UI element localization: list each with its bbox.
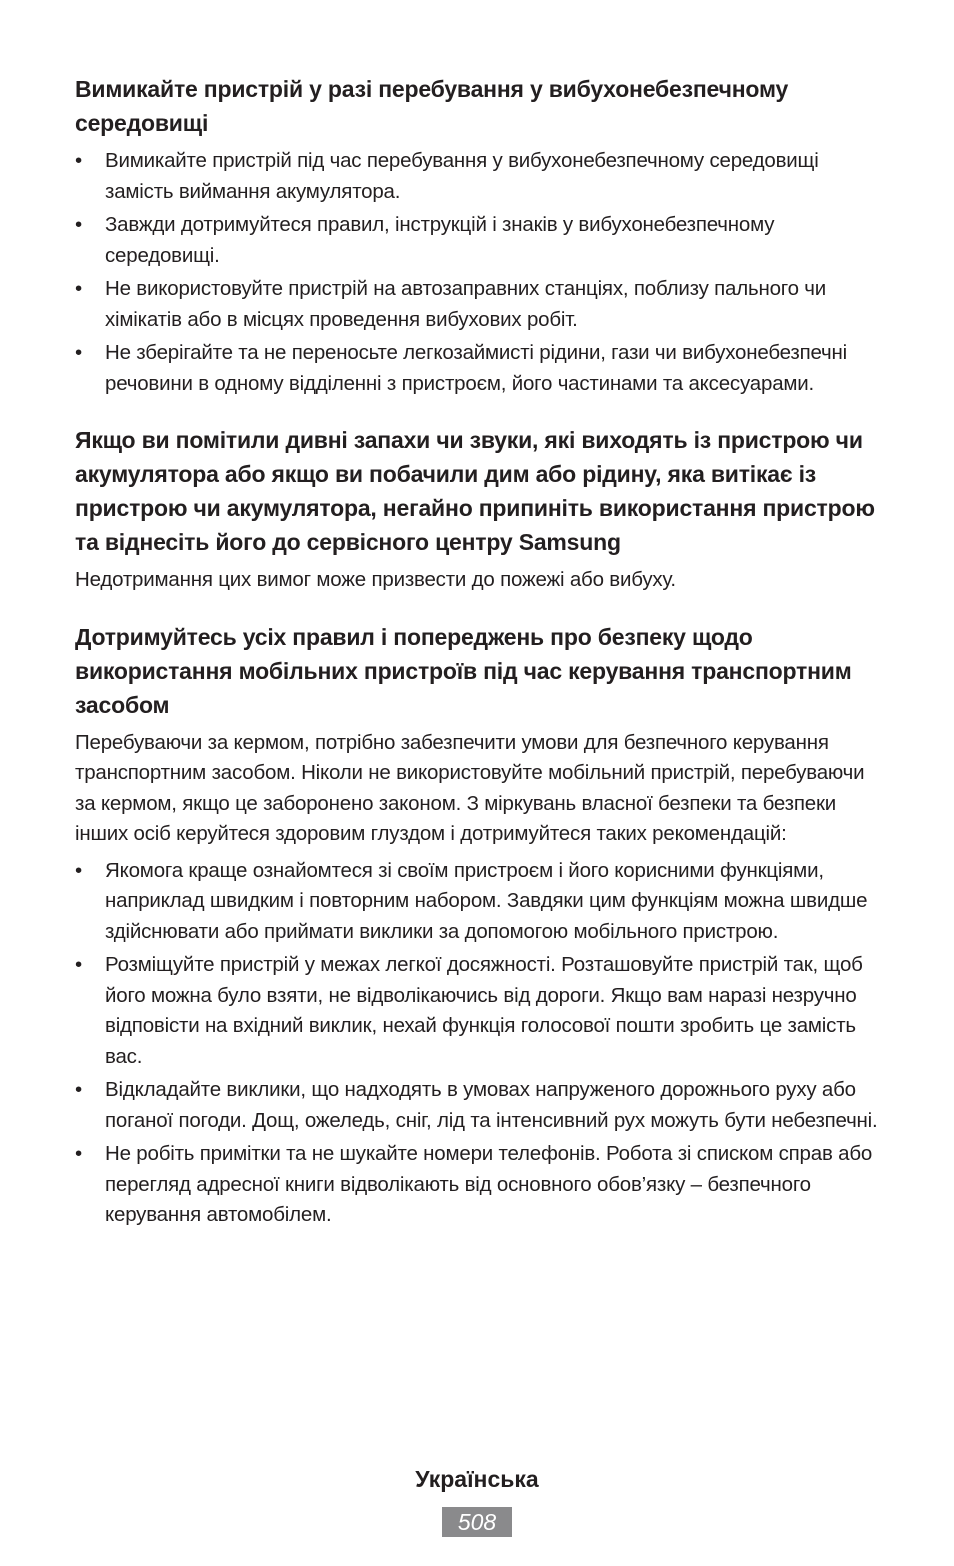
list-item-text: Якомога краще ознайомтеся зі своїм пристроєм і його корисними функціями, наприклад швидким і повторним набором. Завдяки цим функціям можна швидше здійснювати або приймати виклики за допомогою мобільного пристрою. [105, 858, 868, 943]
list-item [75, 210, 885, 271]
list-item [75, 1139, 885, 1231]
document-body [75, 72, 885, 1255]
section-paragraph: Недотримання цих вимог може призвести до пожежі або вибуху. [75, 568, 676, 591]
section-driving-safety [75, 620, 885, 1231]
bullet-list [75, 146, 885, 399]
bullet-marker: • [75, 858, 82, 882]
list-item-text: Вимикайте пристрій під час перебування у вибухонебезпечному середовищі замість виймання акумулятора. [105, 149, 819, 203]
list-item-text: Відкладайте виклики, що надходять в умовах напруженого дорожнього руху або поганої погоди. Дощ, ожеледь, сніг, лід та інтенсивний рух можуть бути небезпечні. [105, 1078, 878, 1132]
list-item [75, 1075, 885, 1136]
list-item-text: Не використовуйте пристрій на автозаправних станціях, поблизу пального чи хімікатів або в місцях проведення вибухових робіт. [105, 277, 827, 331]
list-item [75, 856, 885, 948]
page-number-badge: 508 [442, 1507, 512, 1537]
list-item-text: Не робіть примітки та не шукайте номери телефонів. Робота зі списком справ або перегляд адресної книги відволікають від основного обов’язку – безпечного керування автомобілем. [105, 1142, 873, 1226]
bullet-list [75, 856, 885, 1231]
section-heading: Вимикайте пристрій у разі перебування у вибухонебезпечному середовищі [75, 76, 789, 136]
list-item [75, 146, 885, 207]
list-item [75, 338, 885, 399]
bullet-marker: • [75, 341, 82, 364]
bullet-marker: • [75, 1142, 82, 1165]
section-explosive-environment [75, 72, 885, 399]
bullet-marker: • [75, 953, 82, 976]
list-item-text: Не зберігайте та не переносьте легкозаймисті рідини, гази чи вибухонебезпечні речовини в одному відділенні з пристроєм, його частинами та аксесуарами. [105, 341, 847, 395]
section-strange-smells [75, 423, 885, 596]
bullet-marker: • [75, 1078, 82, 1101]
footer-language-label: Українська [415, 1466, 539, 1492]
section-heading: Якщо ви помітили дивні запахи чи звуки, які виходять із пристрою чи акумулятора або якщо ви побачили дим або рідину, яка витікає із пристрою чи акумулятора, негайно припиніть використання пристрою та віднесіть його до сервісного центру Samsung [75, 427, 875, 555]
bullet-marker: • [75, 277, 82, 300]
section-heading: Дотримуйтесь усіх правил і попереджень про безпеку щодо використання мобільних пристроїв під час керування транспортним засобом [75, 623, 852, 718]
list-item [75, 950, 885, 1072]
list-item-text: Розміщуйте пристрій у межах легкої досяжності. Розташовуйте пристрій так, щоб його можна було взяти, не відволікаючись від дороги. Якщо вам наразі незручно відповісти на вхідний виклик, нехай функція голосової пошти зробить це замість вас. [105, 953, 863, 1068]
section-paragraph: Перебуваючи за кермом, потрібно забезпечити умови для безпечного керування транспортним засобом. Ніколи не використовуйте мобільний пристрій, перебуваючи за кермом, якщо це заборонено законом. З міркувань власної безпеки та безпеки інших осіб керуйтеся здоровим глуздом і дотримуйтеся таких рекомендацій: [75, 730, 865, 845]
list-item-text: Завжди дотримуйтеся правил, інструкцій і знаків у вибухонебезпечному середовищі. [105, 213, 775, 267]
bullet-marker: • [75, 149, 82, 172]
list-item [75, 274, 885, 335]
bullet-marker: • [75, 213, 82, 236]
